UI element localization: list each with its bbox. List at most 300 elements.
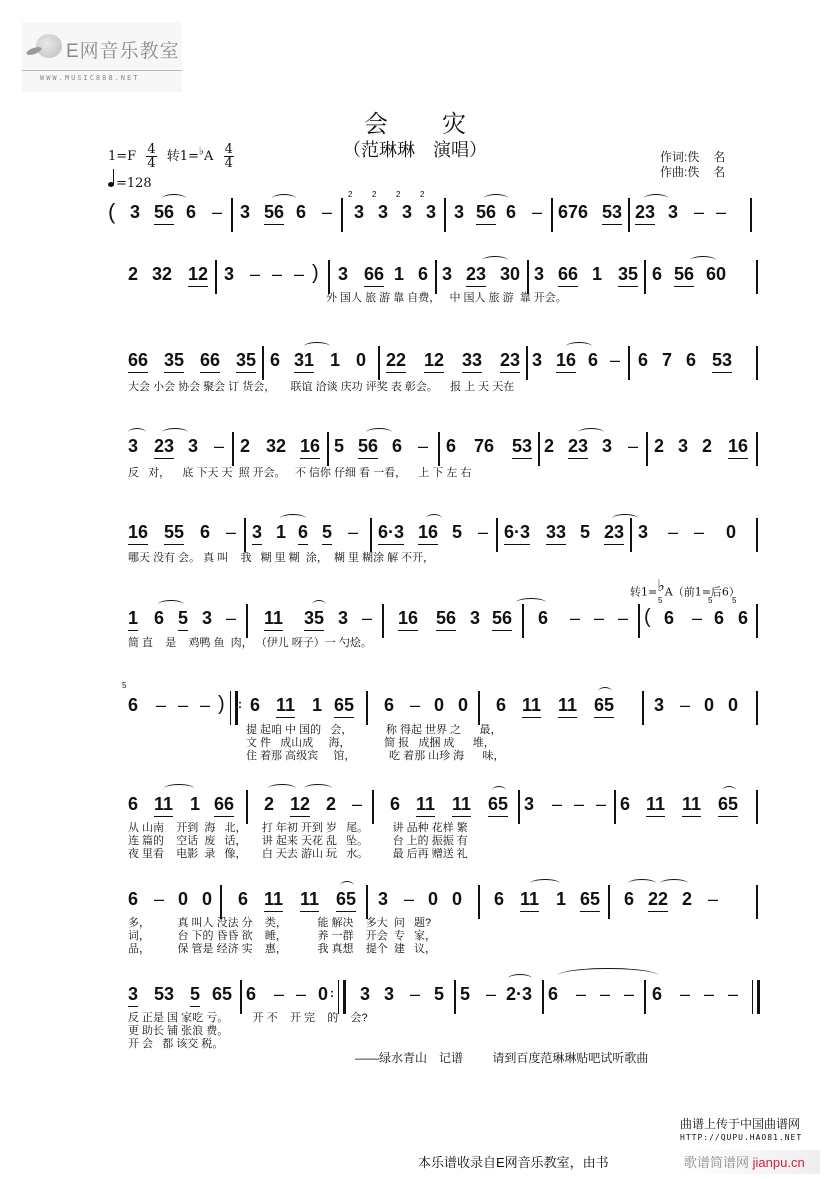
note: 3 (354, 202, 365, 222)
note: 7 (662, 350, 673, 370)
barline (756, 885, 758, 919)
note: 2 (702, 436, 713, 456)
slur-icon (484, 194, 508, 203)
barline (538, 432, 540, 466)
note: – (250, 264, 261, 284)
song-title: 会灾 (364, 110, 520, 138)
note: 3 (378, 889, 389, 909)
slur-icon (722, 786, 736, 795)
note: 6 (238, 889, 249, 909)
note: 65 (336, 889, 356, 912)
note: 0 (728, 695, 739, 715)
lyrics-row-8-verse-3: 夜 里看 电影 录 像， 白 天去 游山 玩 水。 最 后再 赠送 礼 (128, 848, 468, 860)
note: 3 (654, 695, 665, 715)
barline (756, 518, 758, 552)
slur-icon (628, 879, 656, 888)
note: 11 (520, 889, 539, 912)
note: 1 (312, 695, 323, 715)
note: 3 (678, 436, 689, 456)
barline (644, 980, 646, 1014)
slur-icon (426, 514, 442, 523)
note: 3 (524, 794, 535, 814)
note: 53 (712, 350, 732, 373)
note: 676 (558, 202, 589, 222)
note: 3 (252, 522, 262, 545)
note: 6·3 (504, 522, 530, 545)
note: 65 (718, 794, 738, 817)
barline (262, 346, 264, 380)
barline (220, 885, 222, 919)
note: 6 (538, 608, 549, 628)
staff-row-6 (108, 596, 768, 634)
note: 0 (428, 889, 439, 909)
slur-icon (482, 256, 508, 265)
note: 11 (522, 695, 541, 718)
note: 0 (318, 984, 329, 1004)
note: 11 (682, 794, 701, 817)
modulation-label: 转1=♭A（前1=后6） (630, 576, 740, 599)
note: 3 (454, 202, 465, 222)
note: 6 (154, 608, 165, 628)
note: 66 (128, 350, 148, 373)
barline (638, 604, 640, 638)
note: 35 (236, 350, 256, 373)
barline (542, 980, 544, 1014)
note: – (362, 608, 373, 628)
grace-note: 5 (658, 596, 663, 605)
note: 11 (558, 695, 577, 718)
note: 56 (436, 608, 456, 631)
note: 6 (620, 794, 631, 814)
note: 6 (246, 984, 257, 1004)
site-watermark: 歌谱简谱网 jianpu.cn (680, 1150, 820, 1174)
note: ( (108, 199, 116, 224)
note: – (410, 695, 421, 715)
composer: 作曲:佚 名 (660, 165, 726, 179)
note: 16 (556, 350, 576, 373)
grace-note: 2 (348, 190, 353, 199)
note: 1 (276, 522, 287, 542)
barline (435, 260, 437, 294)
note: 0 (458, 695, 469, 715)
note: 6 (548, 984, 559, 1004)
note: 3 (442, 264, 453, 284)
note: 6 (506, 202, 517, 222)
barline (752, 980, 760, 1014)
note: 2 (326, 794, 337, 814)
barline (628, 198, 630, 232)
slur-icon (366, 428, 392, 437)
barline (382, 604, 384, 638)
note: – (272, 264, 283, 284)
note: 5 (460, 984, 471, 1004)
note: 6 (128, 695, 139, 715)
barline (246, 790, 248, 824)
note: 16 (128, 522, 148, 545)
note: 3 (338, 608, 349, 628)
note: 6 (446, 436, 457, 456)
note: 5 (322, 522, 332, 545)
note: 3 (240, 202, 251, 222)
note: 11 (264, 889, 283, 912)
note: 5 (334, 436, 345, 456)
grace-note: 5 (708, 596, 713, 605)
note: – (694, 522, 705, 542)
note: 2 (128, 264, 139, 284)
note: 53 (512, 436, 532, 459)
credits (660, 150, 725, 180)
note: 5 (580, 522, 591, 542)
note: 3 (360, 984, 371, 1004)
note: – (178, 695, 189, 715)
note: 11 (452, 794, 471, 817)
note: – (200, 695, 211, 715)
note: 11 (154, 794, 173, 817)
note: 3 (128, 436, 139, 456)
note: – (156, 695, 167, 715)
flat-icon: ♭ (657, 576, 665, 595)
barline (756, 260, 758, 294)
note: – (680, 984, 691, 1004)
note: 55 (164, 522, 184, 545)
barline (328, 260, 330, 294)
barline (518, 790, 520, 824)
staff-row-2 (108, 264, 768, 290)
barline (378, 346, 380, 380)
note: 6 (624, 889, 635, 909)
note: 6 (250, 695, 261, 715)
note: – (226, 522, 237, 542)
note: 6 (384, 695, 395, 715)
barline (642, 691, 644, 725)
note: 30 (500, 264, 521, 284)
note: 12 (188, 264, 208, 287)
flat-icon: ♭ (198, 144, 205, 158)
note: 6 (390, 794, 401, 814)
note: 3 (188, 436, 199, 456)
note: 6 (186, 202, 197, 222)
note: 1 (330, 350, 341, 370)
note: – (296, 984, 307, 1004)
barline (628, 346, 630, 380)
note: 6 (128, 889, 139, 909)
note: 3 (602, 436, 613, 456)
slur-icon (598, 687, 612, 696)
note: 23 (154, 436, 174, 459)
barline (232, 432, 234, 466)
slur-icon (280, 514, 306, 523)
note: 65 (580, 889, 600, 912)
barline (231, 198, 233, 232)
note: – (478, 522, 489, 542)
note: 53 (602, 202, 622, 225)
lyrics-row-5: 哪天 没有 会。 真 叫 我 糊 里 糊 涂， 糊 里 糊涂 解 不开， (128, 552, 435, 564)
note: – (226, 608, 237, 628)
note: 6 (128, 794, 139, 814)
upload-url[interactable]: HTTP://QUPU.HAO81.NET (680, 1133, 803, 1142)
note: 6 (200, 522, 211, 542)
lyrics-row-3: 大会 小会 协会 聚会 订 货会， 联谊 洽谈 庆功 评奖 表 彰会。 报 上 天 天在 (128, 381, 515, 393)
note: : (238, 697, 242, 711)
note: – (418, 436, 429, 456)
grace-note: 5 (732, 596, 737, 605)
note: – (212, 202, 223, 222)
staff-row-10 (108, 984, 768, 1010)
note: 23 (635, 202, 655, 225)
note: – (274, 984, 285, 1004)
logo-url: WWW.MUSIC888.NET (40, 74, 140, 82)
staff-row-5 (108, 522, 768, 548)
note: 12 (290, 794, 310, 817)
slur-icon (158, 600, 184, 609)
note: 5 (434, 984, 445, 1004)
note: – (680, 695, 691, 715)
note: 23 (568, 436, 588, 459)
note: – (618, 608, 629, 628)
note: 11 (264, 608, 283, 631)
note: ) (312, 262, 319, 284)
note: – (570, 608, 581, 628)
note: 0 (434, 695, 445, 715)
lyrics-row-9-verse-3: 品， 保 管是 经济 实 惠， 我 真想 提个 建 议， (128, 943, 437, 955)
barline (756, 691, 758, 725)
slur-icon (530, 879, 560, 888)
grace-note: 5 (122, 681, 127, 690)
note: 56 (358, 436, 378, 459)
lyrics-row-8-verse-1: 从 山南 开到 海 北， 打 年初 开到 岁 尾。 讲 品种 花样 繁 (128, 822, 468, 834)
barline (750, 198, 752, 232)
slur-icon (304, 784, 332, 793)
note: 2 (682, 889, 693, 909)
barline (478, 885, 480, 919)
slur-icon (304, 342, 330, 351)
logo-divider (22, 70, 182, 71)
note: – (728, 984, 739, 1004)
note: 56 (264, 202, 284, 225)
note: 65 (488, 794, 508, 817)
note: 1 (128, 608, 138, 631)
note: 6 (392, 436, 403, 456)
lyricist: 作词:佚 名 (660, 150, 726, 164)
barline (372, 790, 374, 824)
note: 3 (534, 264, 545, 284)
note: – (348, 522, 359, 542)
barline (366, 885, 368, 919)
note: – (486, 984, 497, 1004)
note: 12 (424, 350, 444, 373)
note: 2 (264, 794, 275, 814)
note: 56 (674, 264, 694, 287)
slur-icon (644, 194, 668, 203)
note: 11 (416, 794, 435, 817)
barline (246, 604, 248, 638)
barline (341, 198, 343, 232)
lyrics-row-7-verse-2: 文 件 成山成 海， 简 报 成捆 成 堆， (246, 737, 495, 749)
slur-icon (558, 968, 658, 983)
note: 16 (300, 436, 320, 459)
note: 0 (178, 889, 189, 909)
slur-icon (508, 974, 532, 983)
grace-note: 2 (372, 190, 377, 199)
note: ( (644, 606, 651, 628)
barline (756, 432, 758, 466)
note: 6 (296, 202, 307, 222)
slur-icon (268, 784, 296, 793)
lyrics-row-2: 外 国人 旅 游 靠 自费， 中 国人 旅 游 靠 开会。 (326, 292, 567, 304)
slur-icon (162, 428, 188, 437)
note: 5 (190, 984, 200, 1007)
quarter-note-icon (108, 182, 114, 187)
note: 35 (304, 608, 324, 631)
note: 56 (154, 202, 174, 225)
note: 6 (652, 984, 663, 1004)
note: 16 (398, 608, 418, 631)
note: – (410, 984, 421, 1004)
barline (756, 346, 758, 380)
note: ) (218, 693, 225, 715)
note: 22 (648, 889, 668, 912)
note: 2 (654, 436, 665, 456)
note: 6 (298, 522, 308, 545)
grace-note: 2 (396, 190, 401, 199)
slur-icon (272, 194, 296, 203)
note: 3 (378, 202, 389, 222)
note: – (624, 984, 635, 1004)
slur-icon (612, 514, 638, 523)
note: 1 (592, 264, 603, 284)
note: 6 (418, 264, 429, 284)
barline (608, 885, 610, 919)
note: 33 (462, 350, 482, 373)
note: 23 (500, 350, 520, 373)
barline (478, 691, 480, 725)
note: 5 (178, 608, 188, 631)
lyrics-row-4: 反 对， 底 下天 天 照 开会。 不 信你 仔细 看 一看， 上 下 左 右 (128, 467, 472, 479)
slur-icon (312, 600, 326, 609)
note: 6 (652, 264, 663, 284)
barline (756, 790, 758, 824)
slur-icon (516, 598, 546, 607)
note: 1 (190, 794, 201, 814)
note: – (716, 202, 727, 222)
note: – (214, 436, 225, 456)
recorder-credit: ——绿水青山 记谱 (355, 1051, 464, 1065)
note: 3 (426, 202, 437, 222)
note: – (574, 794, 585, 814)
note: 6 (496, 695, 507, 715)
note: 3 (338, 264, 349, 284)
note: 6·3 (378, 522, 404, 545)
upload-credit: 曲谱上传于中国曲谱网 HTTP://QUPU.HAO81.NET (680, 1117, 802, 1145)
note: 66 (364, 264, 384, 287)
slur-icon (660, 879, 688, 888)
note: 35 (164, 350, 184, 373)
staff-row-3 (108, 350, 768, 376)
note: 6 (270, 350, 281, 370)
note: – (668, 522, 679, 542)
lyrics-row-8-verse-2: 连 篇的 空话 废 话， 讲 起来 天花 乱 坠。 台 上的 振振 有 (128, 835, 468, 847)
barline (522, 604, 524, 638)
barline (644, 260, 646, 294)
barline (338, 980, 346, 1014)
note: 65 (212, 984, 233, 1004)
note: – (628, 436, 639, 456)
performer: （范琳琳 演唱） (343, 140, 487, 161)
source-note: 本乐谱收录自E网音乐教室，由书 (418, 1155, 609, 1170)
key-change-prefix: 转1= (166, 149, 199, 164)
note: 3 (384, 984, 395, 1004)
note: 60 (706, 264, 727, 284)
barline (244, 518, 246, 552)
note: 6 (714, 608, 725, 628)
note: 3 (668, 202, 679, 222)
barline (551, 198, 553, 232)
note: – (704, 984, 715, 1004)
note: 3 (402, 202, 413, 222)
note: – (322, 202, 333, 222)
lyrics-row-10-verse-1: 反 正是 国 家吃 亏。 开 不 开 完 的 会? (128, 1012, 368, 1024)
lyrics-row-10-verse-3: 开 会 都 该交 税。 (128, 1038, 224, 1050)
note: 2 (544, 436, 555, 456)
note: 2 (240, 436, 251, 456)
note: 11 (646, 794, 665, 817)
note: 16 (418, 522, 438, 545)
staff-row-4 (108, 436, 768, 462)
barline (230, 691, 238, 725)
note: 6 (588, 350, 599, 370)
barline (240, 980, 242, 1014)
note: 53 (154, 984, 175, 1004)
key-signature: 1=F $\frac{4}{4}$ 转1=♭A $\frac{4}{4}$ (108, 142, 233, 171)
note: 33 (546, 522, 566, 545)
note: 35 (618, 264, 638, 287)
barline (630, 518, 632, 552)
note: 32 (152, 264, 173, 284)
note: 6 (638, 350, 649, 370)
note: – (708, 889, 719, 909)
barline (444, 198, 446, 232)
footer-notes (355, 1049, 674, 1066)
barline (370, 518, 372, 552)
slur-icon (690, 256, 716, 265)
note: 5 (452, 522, 463, 542)
note: 66 (558, 264, 578, 287)
note: 3 (638, 522, 649, 542)
note: 11 (300, 889, 319, 912)
barline (526, 346, 528, 380)
note: 11 (276, 695, 295, 718)
note: 3 (470, 608, 481, 628)
barline (614, 790, 616, 824)
lyrics-row-6: 简 直 是 鸡鸭 鱼 肉， （伊儿 呀子）一 勺烩。 (128, 637, 372, 649)
note: – (532, 202, 543, 222)
note: : (330, 986, 334, 1000)
note: 22 (386, 350, 406, 373)
note: 23 (604, 522, 624, 545)
note: – (610, 350, 621, 370)
note: 0 (452, 889, 463, 909)
barline (366, 691, 368, 725)
slur-icon (128, 428, 146, 437)
grace-note: 2 (420, 190, 425, 199)
lyrics-row-9-verse-1: 多， 真 叫人 没法 分 类， 能 解决 多大 问 题? (128, 917, 432, 929)
note: 3 (532, 350, 543, 370)
note: 16 (728, 436, 748, 459)
lyrics-row-7-verse-3: 住 着那 高级宾 馆， 吃 着那 山珍 海 味， (246, 750, 505, 762)
note: – (694, 202, 705, 222)
note: 65 (594, 695, 614, 718)
lyrics-row-10-verse-2: 更 助长 铺 张浪 费。 (128, 1025, 229, 1037)
